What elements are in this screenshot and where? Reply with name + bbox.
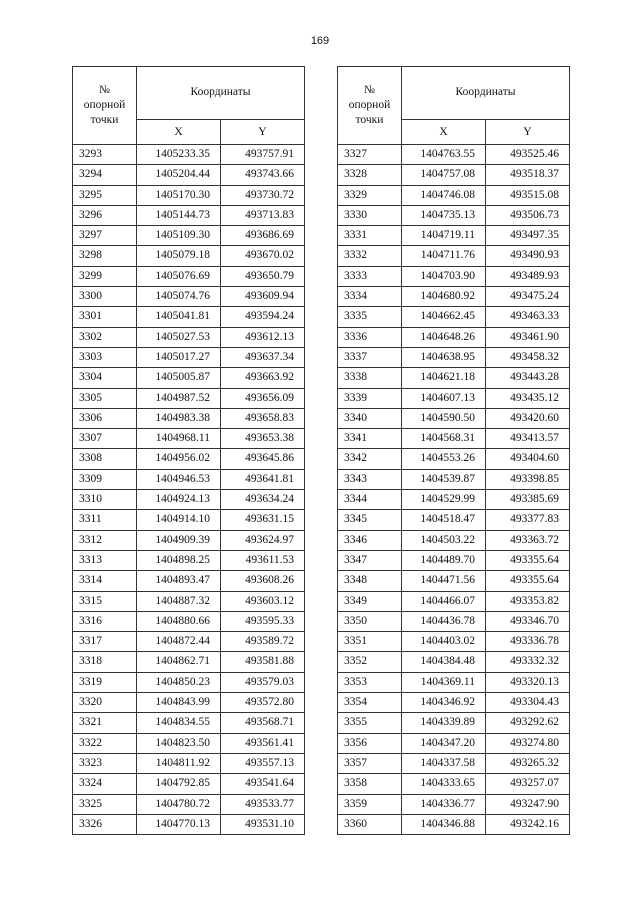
table-row (73, 652, 305, 672)
y-coordinate-cell: 493404.60 (486, 449, 570, 469)
y-coordinate-cell: 493581.88 (221, 652, 305, 672)
point-number-cell: 3352 (338, 652, 402, 672)
y-coordinate-cell: 493561.41 (221, 733, 305, 753)
table-row (338, 814, 570, 834)
x-coordinate-cell: 1404834.55 (137, 713, 221, 733)
table-row (338, 307, 570, 327)
point-number-cell: 3309 (73, 469, 137, 489)
table-row (338, 490, 570, 510)
y-coordinate-cell: 493645.86 (221, 449, 305, 469)
coordinates-table-left (72, 66, 305, 835)
point-number-cell: 3345 (338, 510, 402, 530)
point-number-cell: 3356 (338, 733, 402, 753)
point-number-cell: 3340 (338, 408, 402, 428)
x-coordinate-cell: 1404843.99 (137, 693, 221, 713)
table-body (338, 145, 570, 835)
x-coordinate-cell: 1405027.53 (137, 327, 221, 347)
point-number-cell: 3339 (338, 388, 402, 408)
y-coordinate-cell: 493443.28 (486, 368, 570, 388)
table-row (73, 571, 305, 591)
y-coordinate-cell: 493568.71 (221, 713, 305, 733)
x-coordinate-cell: 1404735.13 (402, 205, 486, 225)
y-coordinate-cell: 493385.69 (486, 490, 570, 510)
x-coordinate-cell: 1404872.44 (137, 632, 221, 652)
x-coordinate-cell: 1404384.48 (402, 652, 486, 672)
point-number-cell: 3327 (338, 145, 402, 165)
table-row (73, 307, 305, 327)
point-number-cell: 3342 (338, 449, 402, 469)
y-coordinate-cell: 493730.72 (221, 185, 305, 205)
point-number-cell: 3311 (73, 510, 137, 530)
table-row (73, 753, 305, 773)
y-coordinate-cell: 493435.12 (486, 388, 570, 408)
y-coordinate-cell: 493611.53 (221, 550, 305, 570)
x-coordinate-cell: 1404369.11 (402, 672, 486, 692)
table-row (73, 469, 305, 489)
y-column-header: Y (221, 120, 305, 145)
point-number-cell: 3344 (338, 490, 402, 510)
y-coordinate-cell: 493475.24 (486, 287, 570, 307)
x-coordinate-cell: 1404518.47 (402, 510, 486, 530)
x-coordinate-cell: 1405144.73 (137, 205, 221, 225)
table-row (73, 347, 305, 367)
table-row (338, 408, 570, 428)
table-row (73, 368, 305, 388)
point-number-cell: 3304 (73, 368, 137, 388)
point-number-cell: 3355 (338, 713, 402, 733)
y-coordinate-cell: 493497.35 (486, 226, 570, 246)
table-row (338, 388, 570, 408)
x-coordinate-cell: 1404638.95 (402, 347, 486, 367)
x-coordinate-cell: 1404823.50 (137, 733, 221, 753)
table-row (338, 266, 570, 286)
x-column-header: X (137, 120, 221, 145)
y-coordinate-cell: 493304.43 (486, 693, 570, 713)
point-number-cell: 3351 (338, 632, 402, 652)
point-number-cell: 3332 (338, 246, 402, 266)
y-coordinate-cell: 493336.78 (486, 632, 570, 652)
point-number-cell: 3325 (73, 794, 137, 814)
point-number-cell: 3313 (73, 550, 137, 570)
point-number-cell: 3357 (338, 753, 402, 773)
x-coordinate-cell: 1405079.18 (137, 246, 221, 266)
table-row (73, 672, 305, 692)
y-coordinate-cell: 493346.70 (486, 611, 570, 631)
point-number-cell: 3343 (338, 469, 402, 489)
table-row (73, 591, 305, 611)
table-row (73, 510, 305, 530)
point-number-cell: 3350 (338, 611, 402, 631)
y-coordinate-cell: 493663.92 (221, 368, 305, 388)
point-number-cell: 3317 (73, 632, 137, 652)
table-row (338, 510, 570, 530)
point-number-cell: 3295 (73, 185, 137, 205)
y-coordinate-cell: 493274.80 (486, 733, 570, 753)
y-coordinate-cell: 493355.64 (486, 571, 570, 591)
table-row (73, 550, 305, 570)
x-coordinate-cell: 1404792.85 (137, 774, 221, 794)
x-coordinate-cell: 1404489.70 (402, 550, 486, 570)
y-coordinate-cell: 493458.32 (486, 347, 570, 367)
y-coordinate-cell: 493377.83 (486, 510, 570, 530)
y-coordinate-cell: 493637.34 (221, 347, 305, 367)
x-coordinate-cell: 1404336.77 (402, 794, 486, 814)
x-coordinate-cell: 1404862.71 (137, 652, 221, 672)
y-coordinate-cell: 493541.64 (221, 774, 305, 794)
x-coordinate-cell: 1404471.56 (402, 571, 486, 591)
table-row (73, 145, 305, 165)
point-number-cell: 3306 (73, 408, 137, 428)
x-coordinate-cell: 1404662.45 (402, 307, 486, 327)
point-number-cell: 3314 (73, 571, 137, 591)
point-number-cell: 3293 (73, 145, 137, 165)
x-coordinate-cell: 1404811.92 (137, 753, 221, 773)
table-row (338, 611, 570, 631)
table-row (338, 165, 570, 185)
x-coordinate-cell: 1404746.08 (402, 185, 486, 205)
x-coordinate-cell: 1404539.87 (402, 469, 486, 489)
x-coordinate-cell: 1404898.25 (137, 550, 221, 570)
x-coordinate-cell: 1404983.38 (137, 408, 221, 428)
table-row (338, 753, 570, 773)
y-coordinate-cell: 493355.64 (486, 550, 570, 570)
table-row (338, 327, 570, 347)
table-row (73, 287, 305, 307)
table-row (73, 449, 305, 469)
table-row (73, 693, 305, 713)
x-coordinate-cell: 1404346.92 (402, 693, 486, 713)
table-row (338, 429, 570, 449)
point-number-cell: 3326 (73, 814, 137, 834)
table-row (73, 408, 305, 428)
x-coordinate-cell: 1404893.47 (137, 571, 221, 591)
x-coordinate-cell: 1404968.11 (137, 429, 221, 449)
x-coordinate-cell: 1404770.13 (137, 814, 221, 834)
point-number-header: № опорной точки (73, 67, 137, 145)
x-coordinate-cell: 1404607.13 (402, 388, 486, 408)
x-coordinate-cell: 1404880.66 (137, 611, 221, 631)
point-number-cell: 3335 (338, 307, 402, 327)
y-coordinate-cell: 493579.03 (221, 672, 305, 692)
y-coordinate-cell: 493612.13 (221, 327, 305, 347)
point-number-cell: 3305 (73, 388, 137, 408)
x-coordinate-cell: 1404703.90 (402, 266, 486, 286)
y-coordinate-cell: 493247.90 (486, 794, 570, 814)
table-row (338, 632, 570, 652)
x-coordinate-cell: 1404719.11 (402, 226, 486, 246)
table-row (73, 774, 305, 794)
coordinates-table-right (337, 66, 570, 835)
point-number-cell: 3302 (73, 327, 137, 347)
y-coordinate-cell: 493463.33 (486, 307, 570, 327)
table-row (73, 185, 305, 205)
table-row (338, 368, 570, 388)
point-number-cell: 3324 (73, 774, 137, 794)
y-coordinate-cell: 493398.85 (486, 469, 570, 489)
y-coordinate-cell: 493609.94 (221, 287, 305, 307)
point-number-header: № опорной точки (338, 67, 402, 145)
table-row (338, 774, 570, 794)
point-number-cell: 3303 (73, 347, 137, 367)
y-coordinate-cell: 493624.97 (221, 530, 305, 550)
x-coordinate-cell: 1404914.10 (137, 510, 221, 530)
y-coordinate-cell: 493525.46 (486, 145, 570, 165)
point-number-cell: 3307 (73, 429, 137, 449)
point-number-cell: 3360 (338, 814, 402, 834)
table-body (73, 145, 305, 835)
y-coordinate-cell: 493506.73 (486, 205, 570, 225)
y-coordinate-cell: 493757.91 (221, 145, 305, 165)
x-coordinate-cell: 1404887.32 (137, 591, 221, 611)
point-number-cell: 3349 (338, 591, 402, 611)
table-row (73, 165, 305, 185)
table-row (338, 246, 570, 266)
table-row (338, 185, 570, 205)
point-number-cell: 3316 (73, 611, 137, 631)
y-coordinate-cell: 493320.13 (486, 672, 570, 692)
x-coordinate-cell: 1405170.30 (137, 185, 221, 205)
y-coordinate-cell: 493265.32 (486, 753, 570, 773)
point-number-cell: 3319 (73, 672, 137, 692)
x-coordinate-cell: 1404680.92 (402, 287, 486, 307)
x-coordinate-cell: 1404503.22 (402, 530, 486, 550)
point-number-cell: 3341 (338, 429, 402, 449)
x-coordinate-cell: 1404780.72 (137, 794, 221, 814)
table-row (73, 246, 305, 266)
table-row (73, 429, 305, 449)
x-coordinate-cell: 1405076.69 (137, 266, 221, 286)
table-row (338, 469, 570, 489)
x-coordinate-cell: 1404946.53 (137, 469, 221, 489)
x-coordinate-cell: 1404333.65 (402, 774, 486, 794)
table-row (338, 693, 570, 713)
point-number-cell: 3299 (73, 266, 137, 286)
x-coordinate-cell: 1404711.76 (402, 246, 486, 266)
point-number-cell: 3353 (338, 672, 402, 692)
x-coordinate-cell: 1405041.81 (137, 307, 221, 327)
y-coordinate-cell: 493641.81 (221, 469, 305, 489)
table-row (338, 591, 570, 611)
x-coordinate-cell: 1404757.08 (402, 165, 486, 185)
table-row (338, 347, 570, 367)
y-coordinate-cell: 493242.16 (486, 814, 570, 834)
x-coordinate-cell: 1404529.99 (402, 490, 486, 510)
x-coordinate-cell: 1404339.89 (402, 713, 486, 733)
y-coordinate-cell: 493515.08 (486, 185, 570, 205)
y-coordinate-cell: 493634.24 (221, 490, 305, 510)
table-row (73, 490, 305, 510)
y-coordinate-cell: 493490.93 (486, 246, 570, 266)
x-coordinate-cell: 1404956.02 (137, 449, 221, 469)
table-row (73, 632, 305, 652)
x-coordinate-cell: 1405074.76 (137, 287, 221, 307)
x-coordinate-cell: 1404590.50 (402, 408, 486, 428)
y-coordinate-cell: 493594.24 (221, 307, 305, 327)
y-coordinate-cell: 493589.72 (221, 632, 305, 652)
table-row (338, 652, 570, 672)
y-column-header: Y (486, 120, 570, 145)
point-number-cell: 3358 (338, 774, 402, 794)
table-row (338, 287, 570, 307)
table-row (338, 794, 570, 814)
table-row (338, 449, 570, 469)
y-coordinate-cell: 493572.80 (221, 693, 305, 713)
point-number-cell: 3333 (338, 266, 402, 286)
x-coordinate-cell: 1404337.58 (402, 753, 486, 773)
table-row (338, 713, 570, 733)
table-row (338, 145, 570, 165)
y-coordinate-cell: 493363.72 (486, 530, 570, 550)
x-coordinate-cell: 1404850.23 (137, 672, 221, 692)
point-number-cell: 3294 (73, 165, 137, 185)
y-coordinate-cell: 493489.93 (486, 266, 570, 286)
point-number-cell: 3337 (338, 347, 402, 367)
point-number-cell: 3297 (73, 226, 137, 246)
x-coordinate-cell: 1404924.13 (137, 490, 221, 510)
table-row (73, 388, 305, 408)
y-coordinate-cell: 493653.38 (221, 429, 305, 449)
point-number-cell: 3310 (73, 490, 137, 510)
coordinates-header: Координаты (137, 67, 305, 120)
point-number-cell: 3346 (338, 530, 402, 550)
y-coordinate-cell: 493257.07 (486, 774, 570, 794)
page-number: 169 (310, 35, 330, 47)
coordinates-header: Координаты (402, 67, 570, 120)
x-coordinate-cell: 1405005.87 (137, 368, 221, 388)
point-number-cell: 3336 (338, 327, 402, 347)
table-row (338, 672, 570, 692)
x-coordinate-cell: 1404648.26 (402, 327, 486, 347)
point-number-cell: 3312 (73, 530, 137, 550)
y-coordinate-cell: 493656.09 (221, 388, 305, 408)
point-number-cell: 3329 (338, 185, 402, 205)
y-coordinate-cell: 493518.37 (486, 165, 570, 185)
x-coordinate-cell: 1404621.18 (402, 368, 486, 388)
table-row (73, 266, 305, 286)
point-number-cell: 3347 (338, 550, 402, 570)
y-coordinate-cell: 493658.83 (221, 408, 305, 428)
table-row (73, 733, 305, 753)
table-row (73, 327, 305, 347)
table-row (338, 530, 570, 550)
y-coordinate-cell: 493461.90 (486, 327, 570, 347)
point-number-cell: 3321 (73, 713, 137, 733)
x-coordinate-cell: 1405233.35 (137, 145, 221, 165)
x-coordinate-cell: 1404466.07 (402, 591, 486, 611)
table-row (73, 713, 305, 733)
point-number-cell: 3323 (73, 753, 137, 773)
y-coordinate-cell: 493353.82 (486, 591, 570, 611)
y-coordinate-cell: 493603.12 (221, 591, 305, 611)
x-coordinate-cell: 1405109.30 (137, 226, 221, 246)
y-coordinate-cell: 493608.26 (221, 571, 305, 591)
x-column-header: X (402, 120, 486, 145)
point-number-cell: 3320 (73, 693, 137, 713)
y-coordinate-cell: 493533.77 (221, 794, 305, 814)
x-coordinate-cell: 1404346.88 (402, 814, 486, 834)
table-row (338, 571, 570, 591)
x-coordinate-cell: 1404553.26 (402, 449, 486, 469)
y-coordinate-cell: 493332.32 (486, 652, 570, 672)
x-coordinate-cell: 1405204.44 (137, 165, 221, 185)
y-coordinate-cell: 493686.69 (221, 226, 305, 246)
table-row (73, 611, 305, 631)
x-coordinate-cell: 1404568.31 (402, 429, 486, 449)
y-coordinate-cell: 493650.79 (221, 266, 305, 286)
point-number-cell: 3300 (73, 287, 137, 307)
y-coordinate-cell: 493413.57 (486, 429, 570, 449)
x-coordinate-cell: 1404763.55 (402, 145, 486, 165)
table-row (73, 226, 305, 246)
x-coordinate-cell: 1405017.27 (137, 347, 221, 367)
x-coordinate-cell: 1404436.78 (402, 611, 486, 631)
point-number-cell: 3354 (338, 693, 402, 713)
table-row (338, 226, 570, 246)
x-coordinate-cell: 1404403.02 (402, 632, 486, 652)
point-number-cell: 3359 (338, 794, 402, 814)
y-coordinate-cell: 493631.15 (221, 510, 305, 530)
table-row (338, 205, 570, 225)
table-row (73, 530, 305, 550)
point-number-cell: 3298 (73, 246, 137, 266)
point-number-cell: 3301 (73, 307, 137, 327)
table-row (73, 814, 305, 834)
y-coordinate-cell: 493743.66 (221, 165, 305, 185)
point-number-cell: 3348 (338, 571, 402, 591)
point-number-cell: 3334 (338, 287, 402, 307)
y-coordinate-cell: 493292.62 (486, 713, 570, 733)
y-coordinate-cell: 493531.10 (221, 814, 305, 834)
point-number-cell: 3330 (338, 205, 402, 225)
y-coordinate-cell: 493670.02 (221, 246, 305, 266)
point-number-cell: 3338 (338, 368, 402, 388)
point-number-cell: 3328 (338, 165, 402, 185)
table-row (338, 550, 570, 570)
table-row (73, 205, 305, 225)
point-number-cell: 3296 (73, 205, 137, 225)
x-coordinate-cell: 1404987.52 (137, 388, 221, 408)
table-row (73, 794, 305, 814)
point-number-cell: 3331 (338, 226, 402, 246)
point-number-cell: 3315 (73, 591, 137, 611)
x-coordinate-cell: 1404909.39 (137, 530, 221, 550)
point-number-cell: 3308 (73, 449, 137, 469)
table-row (338, 733, 570, 753)
y-coordinate-cell: 493557.13 (221, 753, 305, 773)
y-coordinate-cell: 493420.60 (486, 408, 570, 428)
point-number-cell: 3322 (73, 733, 137, 753)
y-coordinate-cell: 493713.83 (221, 205, 305, 225)
y-coordinate-cell: 493595.33 (221, 611, 305, 631)
point-number-cell: 3318 (73, 652, 137, 672)
x-coordinate-cell: 1404347.20 (402, 733, 486, 753)
